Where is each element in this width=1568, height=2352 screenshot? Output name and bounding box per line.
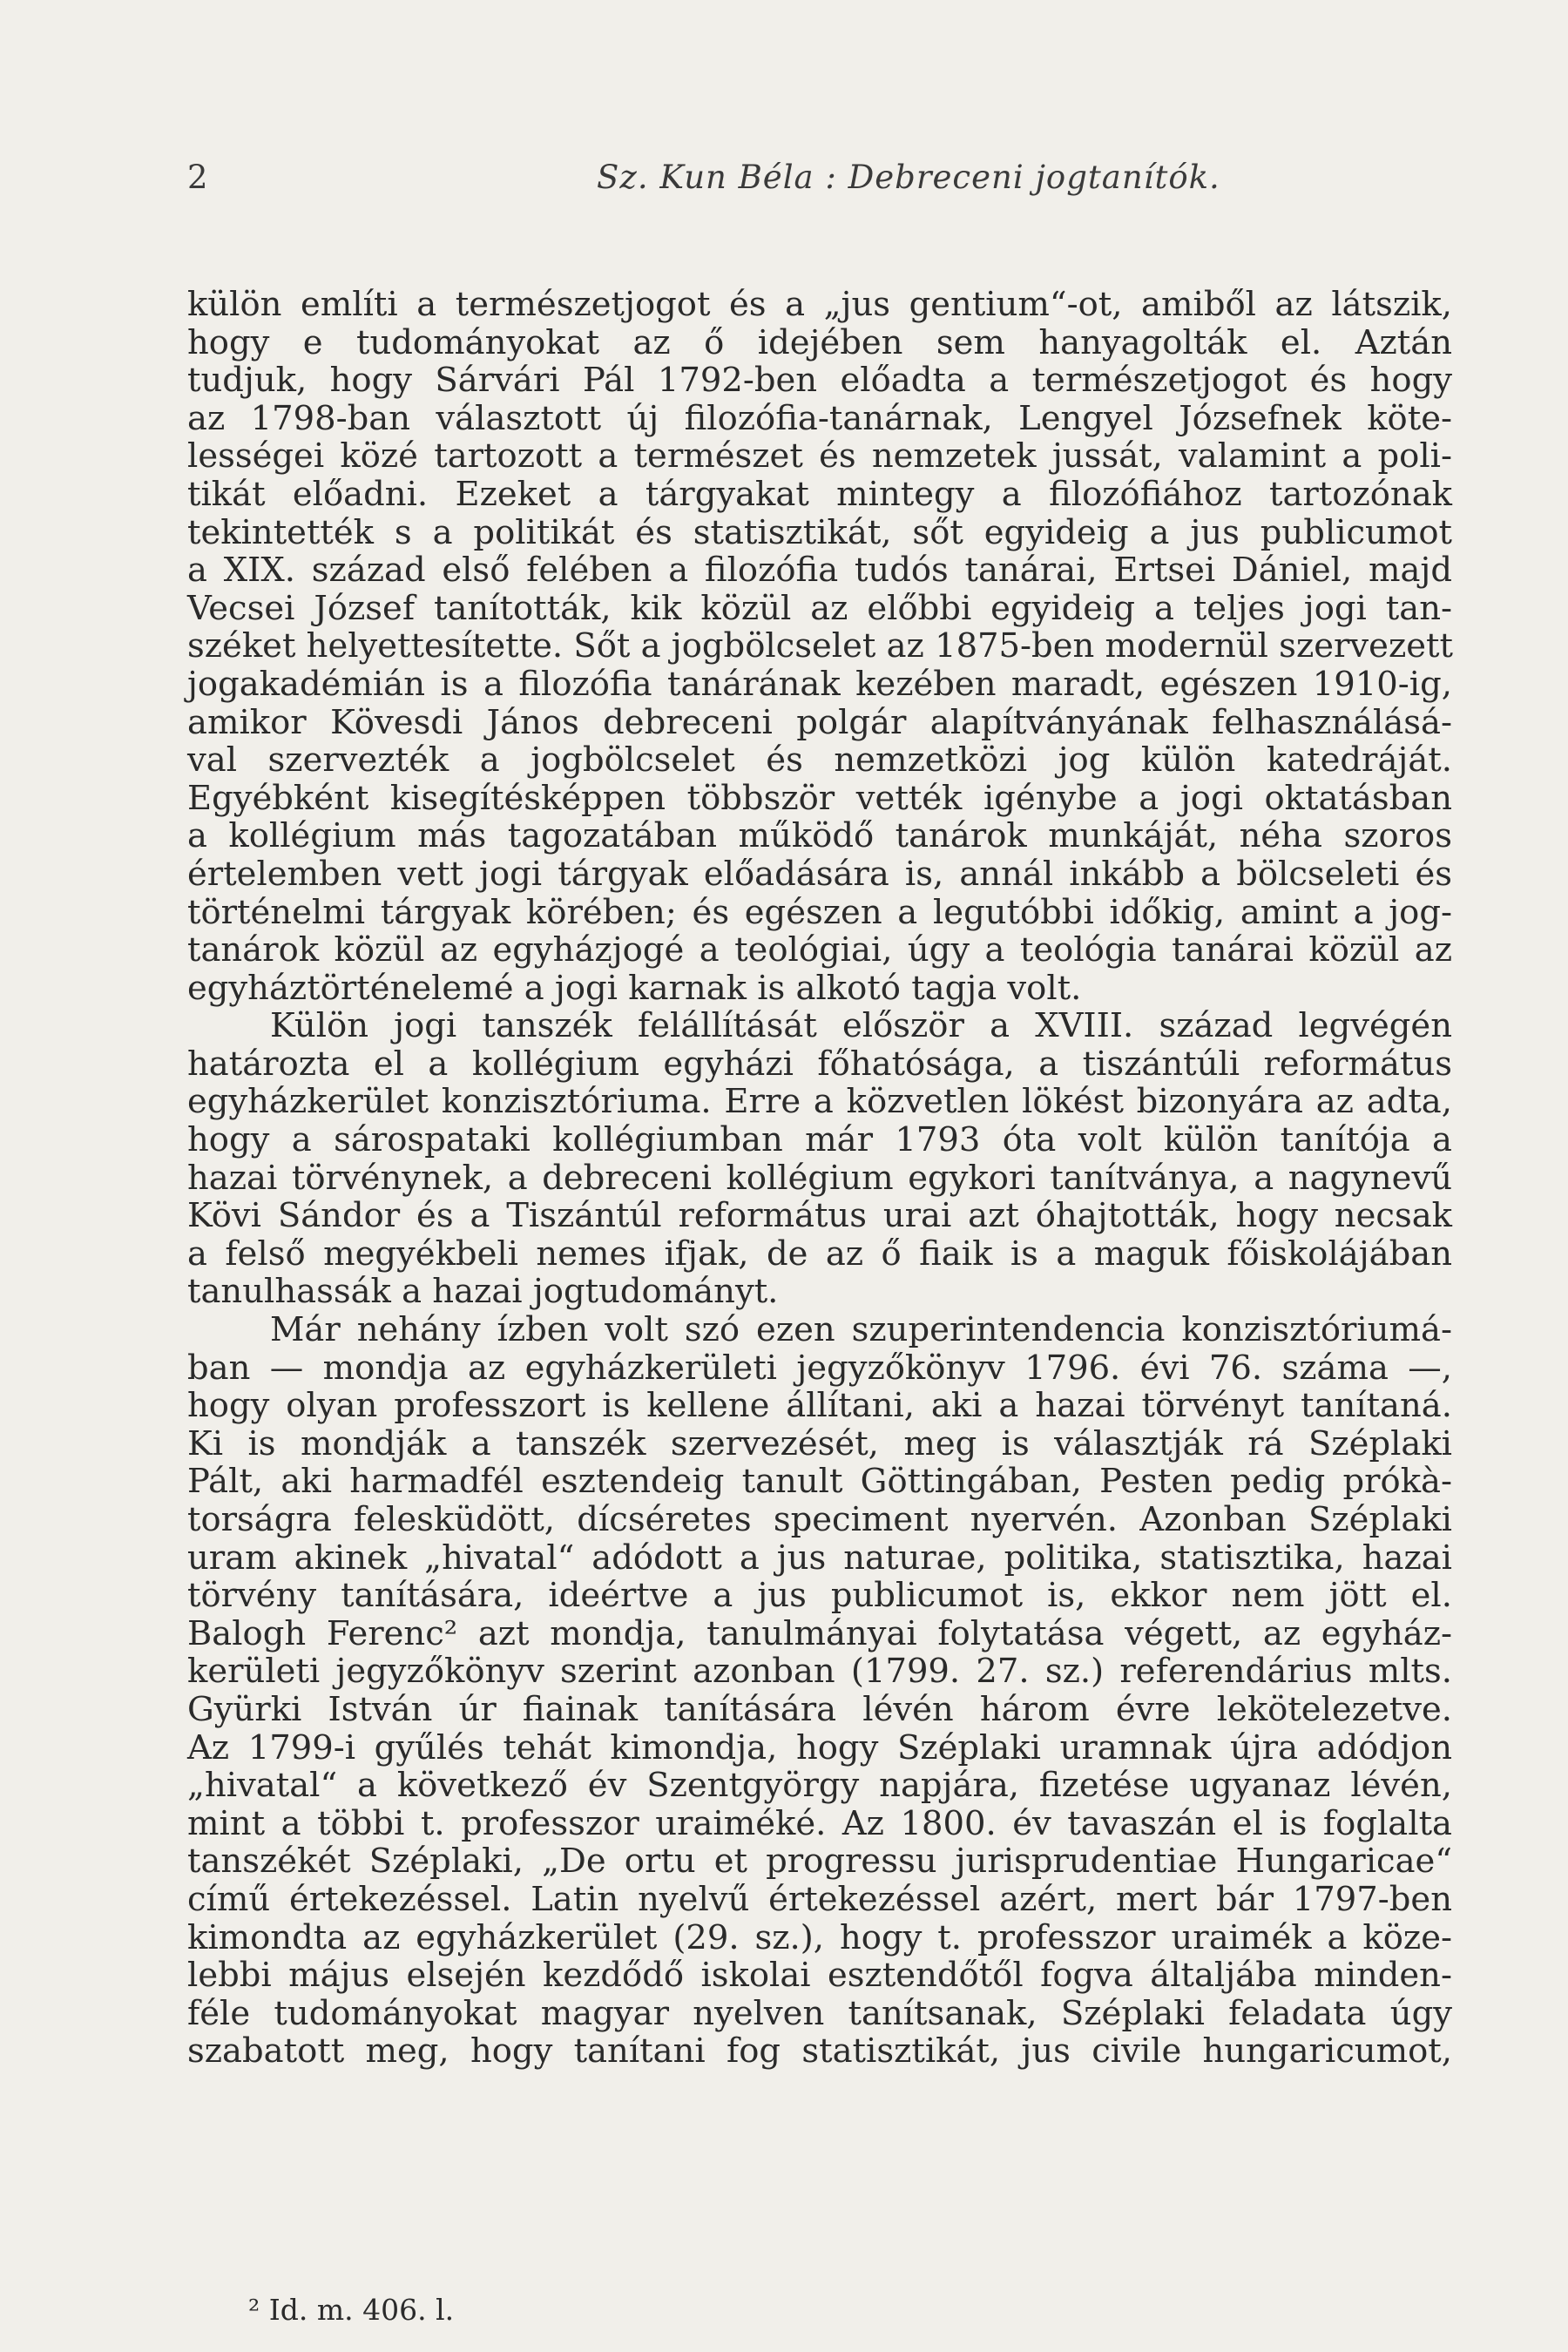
text-line: értelemben vett jogi tárgyak előadására is, annál inkább a bölcseleti és: [187, 854, 1452, 894]
text-line: a XIX. század első felében a filozófia tudós tanárai, Ertsei Dániel, majd: [187, 551, 1452, 591]
text-line: határozta el a kollégium egyházi főhatósága, a tiszántúli református: [187, 1044, 1452, 1084]
text-line: tanszékét Széplaki, „De ortu et progressu jurisprudentiae Hungaricae“: [187, 1842, 1452, 1882]
text-line: Vecsei József tanították, kik közül az előbbi egyideig a teljes jogi tan-: [187, 588, 1452, 628]
text-line: című értekezéssel. Latin nyelvű értekezéssel azért, mert bár 1797-ben: [187, 1879, 1452, 1919]
text-line: lességei közé tartozott a természet és nemzetek jussát, valamint a poli-: [187, 436, 1452, 476]
text-line: Pált, aki harmadfél esztendeig tanult Göttingában, Pesten pedig prókà-: [187, 1462, 1452, 1502]
text-line: torságra felesküdött, dícséretes speciment nyervén. Azonban Széplaki: [187, 1500, 1452, 1539]
text-line: „hivatal“ a következő év Szentgyörgy napjára, fizetése ugyanaz lévén,: [187, 1766, 1452, 1806]
body-text: [187, 286, 1452, 2071]
text-line: uram akinek „hivatal“ adódott a jus naturae, politika, statisztika, hazai: [187, 1538, 1452, 1578]
text-line: kimondta az egyházkerület (29. sz.), hogy t. professzor uraimék a köze-: [187, 1917, 1452, 1957]
running-head: Sz. Kun Béla : Debreceni jogtanítók.: [597, 159, 1220, 196]
text-line: a kollégium más tagozatában működő tanárok munkáját, néha szoros: [187, 816, 1452, 856]
text-line: hogy olyan professzort is kellene állítani, aki a hazai törvényt tanítaná.: [187, 1386, 1452, 1426]
text-line: egyházkerület konzisztóriuma. Erre a közvetlen lökést bizonyára az adta,: [187, 1082, 1452, 1122]
text-line: külön említi a természetjogot és a „jus gentium“-ot, amiből az látszik,: [187, 285, 1452, 324]
text-line: Az 1799-i gyűlés tehát kimondja, hogy Széplaki uramnak újra adódjon: [187, 1727, 1452, 1767]
paragraph-end-line: tanulhassák a hazai jogtudományt.: [187, 1272, 779, 1312]
text-line: széket helyettesítette. Sőt a jogbölcselet az 1875-ben modernül szervezett: [187, 626, 1453, 666]
text-line: jogakadémián is a filozófia tanárának kezében maradt, egészen 1910-ig,: [187, 664, 1452, 704]
text-line: szabatott meg, hogy tanítani fog statisztikát, jus civile hungaricumot,: [187, 2031, 1452, 2072]
text-line: amikor Kövesdi János debreceni polgár alapítványának felhasználásá-: [187, 702, 1452, 742]
text-line: tudjuk, hogy Sárvári Pál 1792-ben előadta a természetjogot és hogy: [187, 361, 1452, 401]
text-line: tekintették s a politikát és statisztikát, sőt egyideig a jus publicumot: [187, 512, 1452, 552]
text-line: Ki is mondják a tanszék szervezését, meg is választják rá Széplaki: [187, 1423, 1452, 1463]
page-header: [187, 159, 1442, 202]
text-line: hogy a sárospataki kollégiumban már 1793 óta volt külön tanítója a: [187, 1120, 1452, 1160]
text-line: tanárok közül az egyházjogé a teológiai, úgy a teológia tanárai közül az: [187, 930, 1452, 970]
text-line: tikát előadni. Ezeket a tárgyakat mintegy a filozófiához tartozónak: [187, 474, 1452, 514]
text-line: Egyébként kisegítésképpen többször vették igénybe a jogi oktatásban: [187, 778, 1452, 818]
text-line: hazai törvénynek, a debreceni kollégium egykori tanítványa, a nagynevű: [187, 1158, 1452, 1198]
text-line: a felső megyékbeli nemes ifjak, de az ő fiaik is a maguk főiskolájában: [187, 1233, 1452, 1274]
text-line: hogy e tudományokat az ő idejében sem hanyagolták el. Aztán: [187, 322, 1452, 362]
paragraph-first-line: Külön jogi tanszék felállítását először a XVIII. század legvégén: [270, 1006, 1452, 1046]
text-line: Balogh Ferenc² azt mondja, tanulmányai folytatása végett, az egyház-: [187, 1613, 1452, 1653]
page-number: 2: [187, 159, 208, 196]
footnote: ² Id. m. 406. l.: [248, 2293, 455, 2327]
text-line: Gyürki István úr fiainak tanítására lévén három évre lekötelezetve.: [187, 1689, 1452, 1729]
text-line: törvény tanítására, ideértve a jus publicumot is, ekkor nem jött el.: [187, 1576, 1452, 1616]
text-line: val szervezték a jogbölcselet és nemzetközi jog külön katedráját.: [187, 740, 1452, 781]
text-line: történelmi tárgyak körében; és egészen a legutóbbi időkig, amint a jog-: [187, 892, 1452, 932]
text-line: ban — mondja az egyházkerületi jegyzőkönyv 1796. évi 76. száma —,: [187, 1348, 1452, 1388]
text-line: mint a többi t. professzor uraiméké. Az 1800. év tavaszán el is foglalta: [187, 1803, 1452, 1843]
text-line: kerületi jegyzőkönyv szerint azonban (1799. 27. sz.) referendárius mlts.: [187, 1652, 1452, 1692]
text-line: lebbi május elsején kezdődő iskolai esztendőtől fogva általjába minden-: [187, 1956, 1452, 1996]
text-line: Kövi Sándor és a Tiszántúl református urai azt óhajtották, hogy necsak: [187, 1196, 1452, 1236]
text-line: féle tudományokat magyar nyelven tanítsanak, Széplaki feladata úgy: [187, 1993, 1452, 2033]
text-line: az 1798-ban választott új filozófia-tanárnak, Lengyel Józsefnek köte-: [187, 398, 1452, 438]
paragraph-end-line: egyháztörténelemé a jogi karnak is alkotó tagja volt.: [187, 968, 1082, 1008]
paragraph-first-line: Már nehány ízben volt szó ezen szuperintendencia konzisztóriumá-: [270, 1310, 1452, 1350]
